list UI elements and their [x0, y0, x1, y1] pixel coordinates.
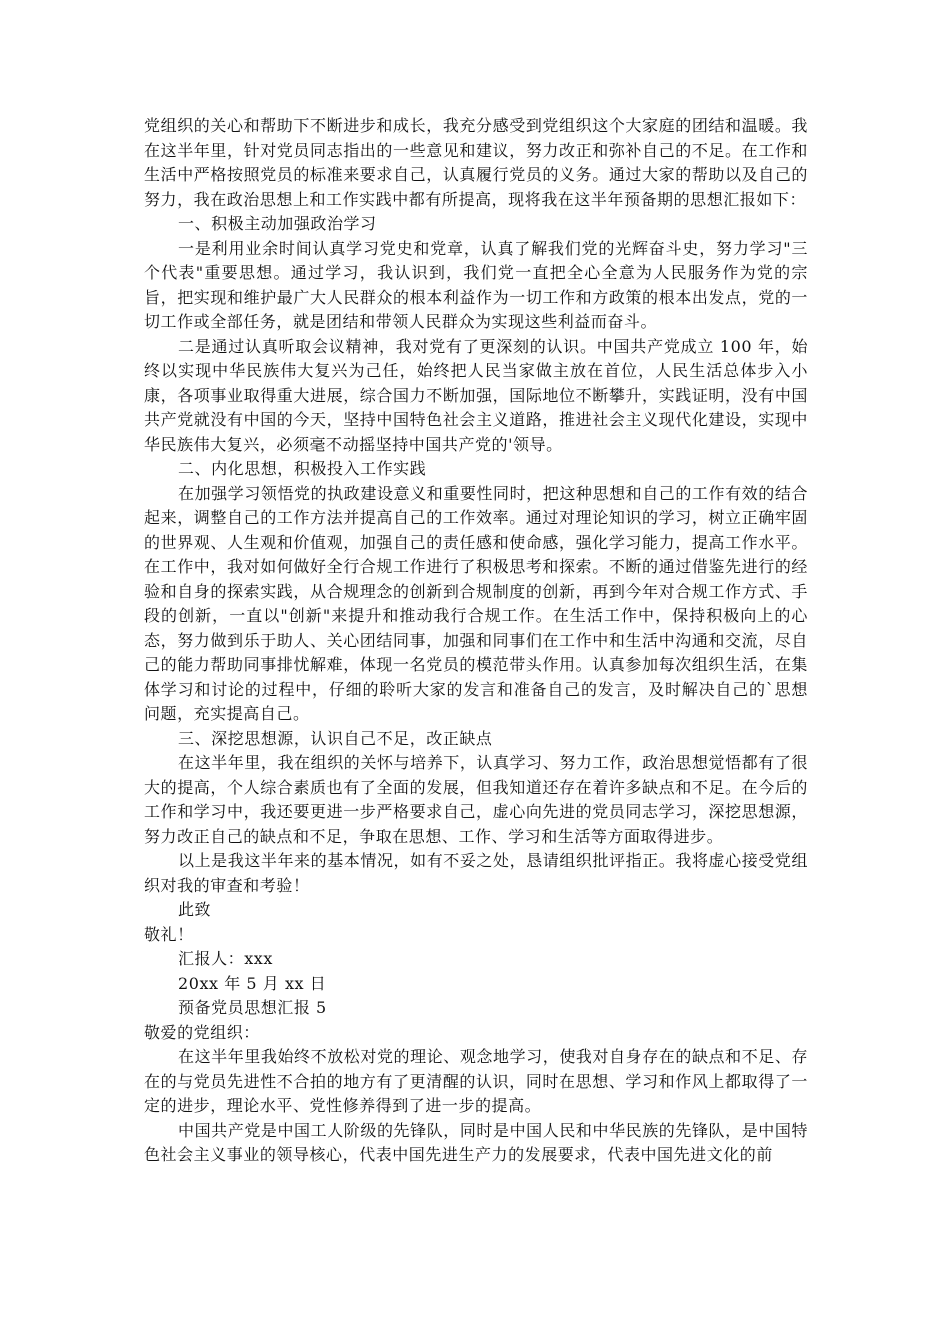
paragraph-intro: 党组织的关心和帮助下不断进步和成长，我充分感受到党组织这个大家庭的团结和温暖。我在这半年里，针对党员同志指出的一些意见和建议，努力改正和弥补自己的不足。在工作和生活中严格按照党员的标准来要求自己，认真履行党员的义务。通过大家的帮助以及自己的努力，我在政治思想上和工作实践中都有所提高，现将我在这半年预备期的思想汇报如下： [144, 116, 808, 209]
section-heading-1: 一、积极主动加强政治学习 [178, 214, 377, 233]
report-date: 20xx 年 5 月 xx 日 [178, 973, 327, 993]
paragraph-work-practice: 在加强学习领悟党的执政建设意义和重要性同时，把这种思想和自己的工作有效的结合起来，调整自己的工作方法并提高自己的工作效率。通过对理论知识的学习，树立正确牢固的世界观、人生观和价值观，加强自己的责任感和使命感，强化学习能力，提高工作水平。在工作中，我对如何做好全行合规工作进行了积极思考和探索。不断的通过借鉴先进行的经验和自身的探索实践，从合规理念的创新到合规制度的创新，再到今年对合规工作方式、手段的创新，一直以"创新"来提升和推动我行合规工作。在生活工作中，保持积极向上的心态，努力做到乐于助人、关心团结同事，加强和同事们在工作中和生活中沟通和交流，尽自己的能力帮助同事排忧解难，体现一名党员的模范带头作用。认真参加每次组织生活，在集体学习和讨论的过程中，仔细的聆听大家的发言和准备自己的发言，及时解决自己的`思想问题，充实提高自己。 [144, 483, 808, 723]
closing-greeting: 此致 [178, 900, 212, 919]
next-report-title: 预备党员思想汇报 5 [178, 998, 327, 1017]
paragraph-conclusion: 以上是我这半年来的基本情况，如有不妥之处，恳请组织批评指正。我将虚心接受党组织对我的审查和考验！ [144, 851, 808, 895]
paragraph-shortcomings: 在这半年里，我在组织的关怀与培养下，认真学习、努力工作，政治思想觉悟都有了很大的提高，个人综合素质也有了全面的发展，但我知道还存在着许多缺点和不足。在今后的工作和学习中，我还要更进一步严格要求自己，虚心向先进的党员同志学习，深挖思想源，努力改正自己的缺点和不足，争取在思想、工作、学习和生活等方面取得进步。 [144, 753, 808, 846]
paragraph-study-1: 一是利用业余时间认真学习党史和党章，认真了解我们党的光辉奋斗史，努力学习"三个代表"重要思想。通过学习，我认识到，我们党一直把全心全意为人民服务作为党的宗旨，把实现和维护最广大人民群众的根本利益作为一切工作和方政策的根本出发点，党的一切工作或全部任务，就是团结和带领人民群众为实现这些利益而奋斗。 [144, 238, 808, 331]
salutation: 敬爱的党组织： [144, 1022, 260, 1042]
reporter-name: 汇报人：xxx [178, 949, 273, 968]
section-heading-3: 三、深挖思想源，认识自己不足，改正缺点 [178, 728, 493, 748]
document-page [144, 114, 808, 1168]
paragraph-study-2: 二是通过认真听取会议精神，我对党有了更深刻的认识。中国共产党成立 100 年，始终以实现中华民族伟大复兴为己任，始终把人民当家做主放在首位，人民生活总体步入小康，各项事业取得重大进展，综合国力不断加强，国际地位不断攀升，实践证明，没有中国共产党就没有中国的今天，坚持中国特色社会主义道路，推进社会主义现代化建设，实现中华民族伟大复兴，必须毫不动摇坚持中国共产党的'领导。 [144, 336, 808, 454]
section-heading-2: 二、内化思想，积极投入工作实践 [178, 459, 427, 478]
closing-salute: 敬礼！ [144, 924, 194, 944]
paragraph-theory-study: 在这半年里我始终不放松对党的理论、观念地学习，使我对自身存在的缺点和不足、存在的与党员先进性不合拍的地方有了更清醒的认识，同时在思想、学习和作风上都取得了一定的进步，理论水平、党性修养得到了进一步的提高。 [144, 1047, 808, 1115]
paragraph-party-vanguard: 中国共产党是中国工人阶级的先锋队，同时是中国人民和中华民族的先锋队，是中国特色社会主义事业的领导核心，代表中国先进生产力的发展要求，代表中国先进文化的前 [144, 1120, 808, 1164]
